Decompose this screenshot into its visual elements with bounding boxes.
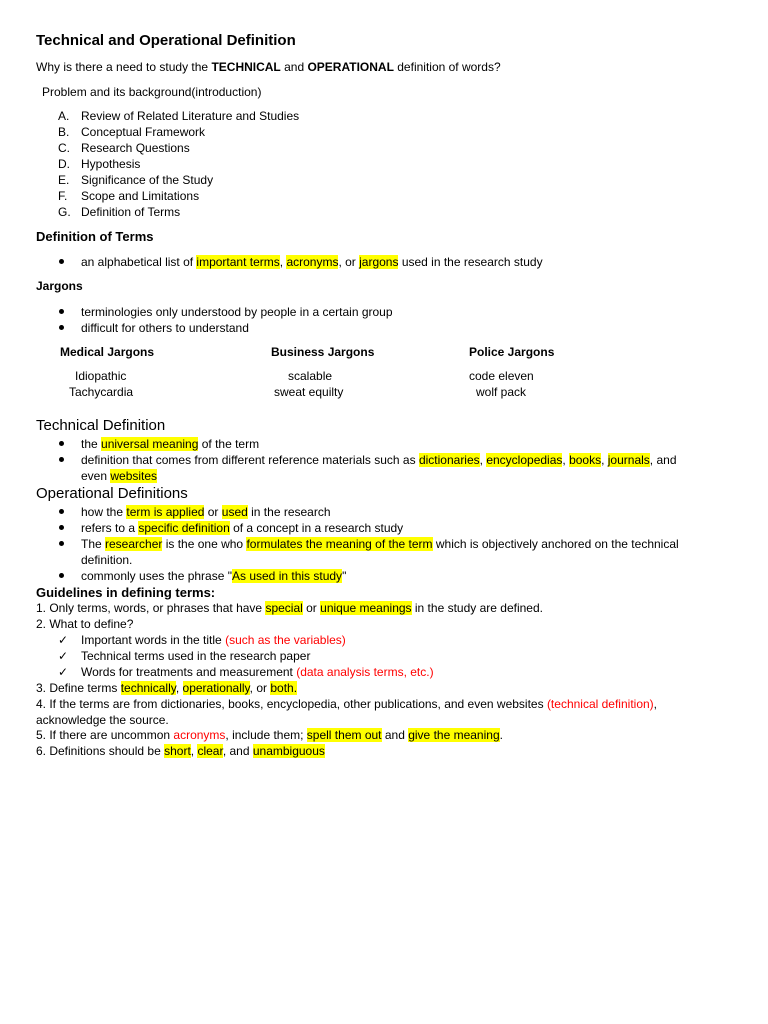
operational-bullet: how the term is applied or used in the research xyxy=(81,505,331,519)
business-jargon-item: sweat equilty xyxy=(274,385,344,399)
guideline-item: 3. Define terms technically, operationally, or both. xyxy=(36,681,298,695)
police-jargons-heading: Police Jargons xyxy=(469,345,555,359)
definition-of-terms-bullet: an alphabetical list of important terms, acronyms, or jargons used in the research study xyxy=(81,255,543,269)
bullet-icon xyxy=(59,525,64,530)
police-jargon-item: code eleven xyxy=(469,369,534,383)
outline-item: Significance of the Study xyxy=(81,173,214,187)
outline-letter: G. xyxy=(58,205,71,219)
guidelines-heading: Guidelines in defining terms: xyxy=(36,585,216,600)
bullet-icon xyxy=(59,509,64,514)
outline-letter: E. xyxy=(58,173,70,187)
definition-of-terms-heading: Definition of Terms xyxy=(36,229,154,244)
outline-item: Research Questions xyxy=(81,141,190,155)
bullet-icon xyxy=(59,325,64,330)
jargons-heading: Jargons xyxy=(36,279,83,293)
medical-jargons-heading: Medical Jargons xyxy=(60,345,155,359)
jargons-bullet: difficult for others to understand xyxy=(81,321,249,335)
bullet-icon xyxy=(59,541,64,546)
medical-jargon-item: Tachycardia xyxy=(69,385,134,399)
police-jargon-item: wolf pack xyxy=(476,385,527,399)
bullet-icon xyxy=(59,573,64,578)
outline-item: Definition of Terms xyxy=(81,205,181,219)
check-item: Technical terms used in the research paper xyxy=(81,649,311,663)
checkmark-icon: ✓ xyxy=(58,633,69,647)
business-jargon-item: scalable xyxy=(288,369,333,383)
outline-letter: A. xyxy=(58,109,70,123)
outline-letter: F. xyxy=(58,189,68,203)
outline-item: Scope and Limitations xyxy=(81,189,200,203)
operational-bullet-continued: definition. xyxy=(81,553,133,567)
outline-letter: B. xyxy=(58,125,70,139)
outline-item: Conceptual Framework xyxy=(81,125,206,139)
outline-letter: C. xyxy=(58,141,70,155)
guideline-item: 6. Definitions should be short, clear, and unambiguous xyxy=(36,744,325,758)
technical-bullet: the universal meaning of the term xyxy=(81,437,260,451)
bullet-icon xyxy=(59,441,64,446)
check-item: Words for treatments and measurement (data analysis terms, etc.) xyxy=(81,665,434,679)
guideline-item: 4. If the terms are from dictionaries, books, encyclopedia, other publications, and even websites (technical definition), xyxy=(36,697,658,711)
bullet-icon xyxy=(59,259,64,264)
checkmark-icon: ✓ xyxy=(58,649,69,663)
medical-jargon-item: Idiopathic xyxy=(75,369,127,383)
operational-bullet: The researcher is the one who formulates the meaning of the term which is objectively anchored on the technical xyxy=(81,537,679,551)
check-item: Important words in the title (such as the variables) xyxy=(81,633,346,647)
bullet-icon xyxy=(59,457,64,462)
business-jargons-heading: Business Jargons xyxy=(271,345,375,359)
jargons-bullet: terminologies only understood by people in a certain group xyxy=(81,305,393,319)
operational-definitions-heading: Operational Definitions xyxy=(36,485,188,502)
guideline-item-continued: acknowledge the source. xyxy=(36,713,169,727)
outline-item: Hypothesis xyxy=(81,157,141,171)
guideline-item: 5. If there are uncommon acronyms, include them; spell them out and give the meaning. xyxy=(36,728,503,742)
bullet-icon xyxy=(59,309,64,314)
technical-bullet-continued: even websites xyxy=(81,469,158,483)
operational-bullet: commonly uses the phrase "As used in this study" xyxy=(81,569,347,583)
guideline-item: 1. Only terms, words, or phrases that have special or unique meanings in the study are defined. xyxy=(36,601,543,615)
page-title: Technical and Operational Definition xyxy=(36,32,296,49)
intro-question: Why is there a need to study the TECHNICAL and OPERATIONAL definition of words? xyxy=(36,60,501,74)
technical-definition-heading: Technical Definition xyxy=(36,417,166,434)
outline-letter: D. xyxy=(58,157,70,171)
operational-bullet: refers to a specific definition of a concept in a research study xyxy=(81,521,404,535)
checkmark-icon: ✓ xyxy=(58,665,69,679)
technical-bullet: definition that comes from different reference materials such as dictionaries, encyclopedias, books, journals, and xyxy=(81,453,677,467)
guideline-item: 2. What to define? xyxy=(36,617,134,631)
outline-item: Review of Related Literature and Studies xyxy=(81,109,300,123)
problem-heading: Problem and its background(introduction) xyxy=(42,85,262,99)
